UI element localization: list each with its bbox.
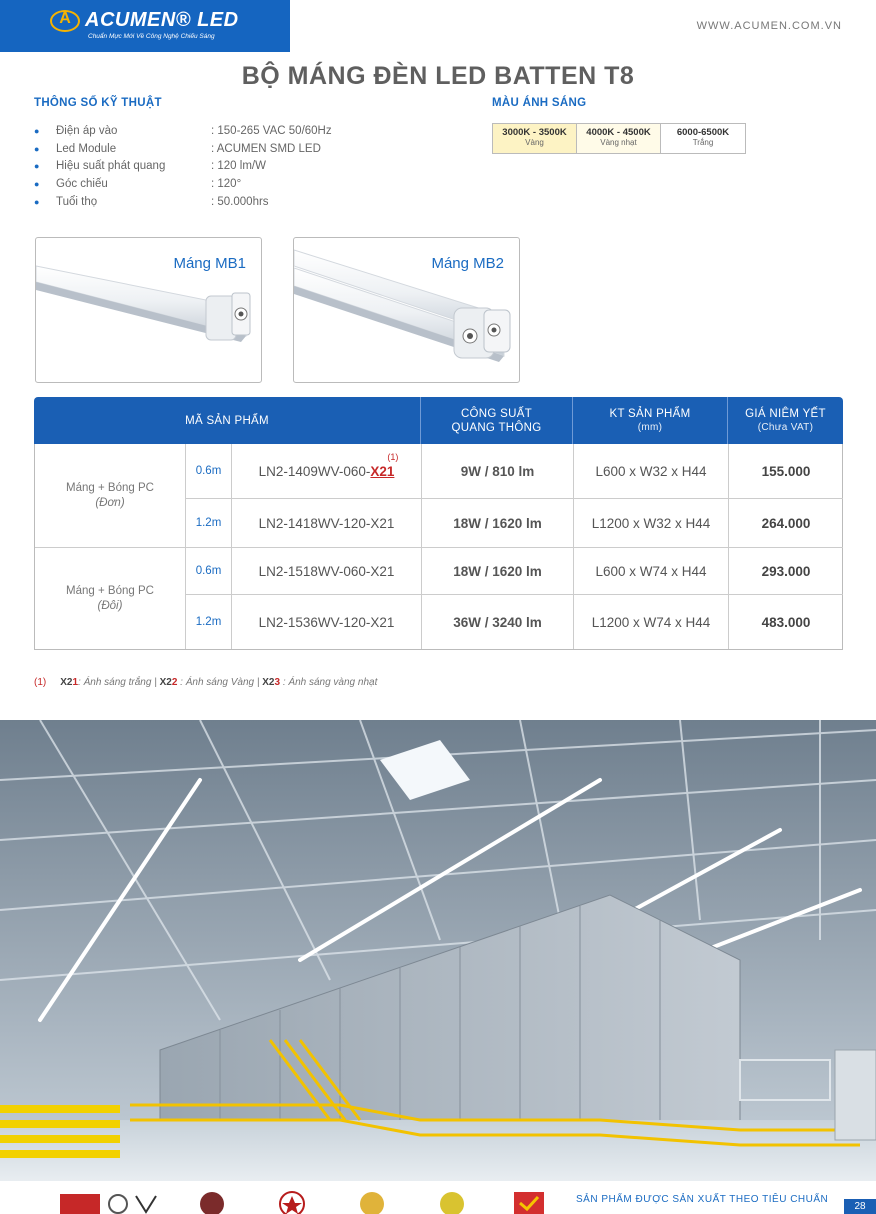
brand-tagline: Chuẩn Mực Mới Về Công Nghệ Chiếu Sáng: [88, 33, 215, 40]
footer-standard-text: SẢN PHẨM ĐƯỢC SẢN XUẤT THEO TIÊU CHUẨN: [576, 1194, 829, 1205]
footnote-marker: (1): [387, 451, 399, 462]
quality-seal-icon: [193, 1190, 231, 1214]
group-single-label: Máng + Bóng PC (Đơn): [66, 481, 154, 509]
spec-item: ● Điện áp vào : 150-265 VAC 50/60Hz: [34, 124, 332, 137]
page-title: BỘ MÁNG ĐÈN LED BATTEN T8: [241, 62, 635, 90]
red-badge-icon: [510, 1190, 548, 1214]
page-number: 28: [844, 1199, 876, 1214]
specs-list: [34, 122, 332, 211]
product-image-mb1: [35, 237, 262, 383]
row-length: 1.2m: [195, 616, 222, 628]
light-color-heading: MÀU ÁNH SÁNG: [492, 97, 587, 109]
row-price: 293.000: [761, 563, 811, 579]
row-length: 1.2m: [195, 517, 222, 529]
light-color-table: [492, 123, 746, 154]
row-dimensions: L1200 x W32 x H44: [591, 515, 711, 531]
color-option-warm: 3000K - 3500K Vàng: [493, 124, 577, 153]
row-code: LN2-1518WV-060-X21: [258, 563, 395, 579]
specs-heading: THÔNG SỐ KỸ THUẬT: [34, 97, 162, 109]
green-medal-icon: [433, 1190, 471, 1214]
row-dimensions: L600 x W32 x H44: [595, 463, 707, 479]
row-length: 0.6m: [195, 565, 222, 577]
color-option-cool: 6000-6500K Trắng: [676, 127, 730, 147]
row-length: 0.6m: [195, 465, 222, 477]
header-power: CÔNG SUẤT QUANG THÔNG: [451, 407, 542, 434]
row-price: 483.000: [761, 614, 811, 630]
table-header: [34, 397, 843, 444]
row-code: LN2-1409WV-060- X21 (1): [258, 451, 399, 479]
header-dimensions: KT SẢN PHẨM (mm): [609, 407, 691, 433]
product-label: Máng MB2: [431, 255, 504, 272]
bullet-icon: ●: [34, 125, 40, 136]
row-dimensions: L1200 x W74 x H44: [591, 614, 711, 630]
product-table: [34, 397, 843, 650]
row-price: 264.000: [761, 515, 811, 531]
spec-item: ● Tuổi thọ : 50.000hrs: [34, 196, 269, 209]
row-power: 18W / 1620 lm: [453, 515, 542, 531]
brand-logo: [0, 0, 290, 52]
footnote: (1) X21: Ánh sáng trắng | X22 : Ánh sáng Vàng | X23 : Ánh sáng vàng nhạt: [34, 677, 378, 688]
header-price: GIÁ NIÊM YẾT (Chưa VAT): [745, 407, 826, 433]
color-option-neutral: 4000K - 4500K Vàng nhạt: [577, 124, 661, 153]
group-double-label: Máng + Bóng PC (Đôi): [66, 584, 154, 612]
factory-illustration: [0, 720, 876, 1181]
iso-certification-icon: [60, 1190, 160, 1214]
row-dimensions: L600 x W74 x H44: [595, 563, 707, 579]
bullet-icon: ●: [34, 161, 40, 172]
row-price: 155.000: [761, 463, 811, 479]
footer: [0, 1181, 876, 1214]
row-code: LN2-1536WV-120-X21: [258, 614, 395, 630]
factory-photo: [0, 720, 876, 1181]
gold-medal-icon: [353, 1190, 391, 1214]
table-body: [34, 444, 843, 650]
award-seal-icon: [272, 1190, 312, 1214]
brand-name: ACUMEN® LED: [85, 9, 239, 31]
spec-item: ● Góc chiếu : 120°: [34, 178, 242, 191]
spec-item: ● Hiệu suất phát quang : 120 lm/W: [34, 160, 266, 173]
website-url[interactable]: WWW.ACUMEN.COM.VN: [696, 20, 842, 32]
row-power: 9W / 810 lm: [460, 463, 535, 479]
row-power: 36W / 3240 lm: [453, 614, 542, 630]
bullet-icon: ●: [34, 179, 40, 190]
acumen-logo-icon: [50, 10, 80, 32]
spec-item: ● Led Module : ACUMEN SMD LED: [34, 142, 321, 155]
row-power: 18W / 1620 lm: [453, 563, 542, 579]
bullet-icon: ●: [34, 197, 40, 208]
row-code: LN2-1418WV-120-X21: [258, 515, 395, 531]
product-label: Máng MB1: [173, 255, 246, 272]
bullet-icon: ●: [34, 143, 40, 154]
product-image-mb2: [293, 237, 520, 383]
header-code: MÃ SẢN PHẨM: [185, 414, 269, 427]
